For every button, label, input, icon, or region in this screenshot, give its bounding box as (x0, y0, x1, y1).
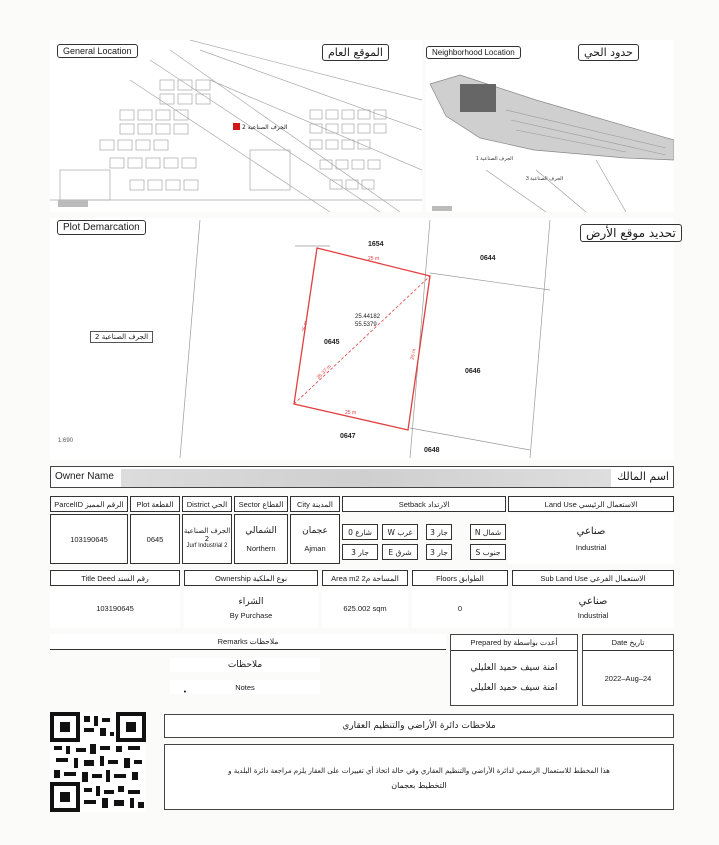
value-sub-land-use (512, 588, 674, 628)
district-en: Jurf Industrial 2 (186, 543, 228, 550)
dim-right: 25 m (409, 348, 418, 361)
prepared-section (450, 634, 578, 706)
header-sub-land-use: Sub Land Use الاستعمال الفرعي (512, 570, 674, 586)
plot-demarcation-label-ar: تحديد موقع الأرض (580, 224, 682, 242)
remarks-value-en: Notes (170, 680, 320, 694)
remarks-section (50, 634, 446, 706)
general-location-map (50, 40, 422, 212)
header-land-use: Land Use الاستعمال الرئيسي (508, 496, 674, 512)
header-plot: Plot القطعة (130, 496, 180, 512)
owner-row (50, 466, 674, 488)
location-marker (233, 123, 240, 130)
setback-south-value: جار 3 (426, 544, 452, 560)
plot-outline (294, 248, 430, 430)
qr-code (50, 712, 146, 812)
plot-demarcation-label: Plot Demarcation (57, 220, 146, 235)
sub-land-use-ar: صناعي (578, 596, 608, 607)
neighbor-north-label: 1654 (368, 241, 384, 248)
ownership-ar: الشراء (238, 596, 264, 607)
neighbor-east-label: 0646 (465, 368, 481, 375)
dim-diagonal: 35.37 m (315, 363, 333, 381)
neighborhood-map-drawing (426, 40, 674, 212)
plot-area-label: الجرف الصناعية 2 (90, 331, 153, 343)
value-area: 625.002 sqm (322, 588, 408, 628)
remarks-value-ar: ملاحظات (170, 658, 320, 672)
header-ownership: Ownership نوع الملكية (184, 570, 318, 586)
value-sector (234, 514, 288, 564)
owner-label: Owner Name (55, 471, 114, 482)
department-title-box (164, 714, 674, 738)
neighborhood-location-label-ar: حدود الحي (578, 44, 639, 61)
svg-text:الجرف الصناعية 3: الجرف الصناعية 3 (526, 176, 564, 182)
neighborhood-location-map (426, 40, 674, 212)
date-value: 2022–Aug–24 (583, 671, 673, 685)
date-header: Date تاريخ (583, 635, 673, 651)
setback-east-label: شرق E (382, 544, 418, 560)
sector-ar: الشمالي (245, 525, 277, 536)
remarks-bullet: • (183, 686, 187, 696)
setback-south-label: جنوب S (470, 544, 506, 560)
value-plot: 0645 (130, 514, 180, 564)
header-title-deed: Title Deed رقم السند (50, 570, 180, 586)
general-area-label: الجرف الصناعية 2 (242, 124, 288, 131)
general-location-map-drawing (50, 40, 422, 212)
plot-table (50, 496, 674, 566)
department-notice-line-1: هذا المخطط للاستعمال الرسمي لدائرة الأراضي والتنظيم العقاري وفي حالة اتخاذ أي تغييرات على العقار يلزم مراجعة دائرة البلدية و (228, 767, 610, 775)
value-ownership (184, 588, 318, 628)
land-use-en: Industrial (575, 543, 607, 552)
prepared-name-2: امنة سيف حميد العليلي (451, 681, 577, 695)
value-floors: 0 (412, 588, 508, 628)
setback-west-value: شارع 0 (342, 524, 378, 540)
department-notice-line-2: التخطيط بعجمان (391, 781, 447, 790)
header-sector: Sector القطاع (234, 496, 288, 512)
header-area: Area m2 المساحة م2 (322, 570, 408, 586)
value-title-deed: 103190645 (50, 588, 180, 628)
setback-north-label: شمال N (470, 524, 506, 540)
setback-north-value: جار 3 (426, 524, 452, 540)
general-location-label-ar: الموقع العام (322, 44, 389, 61)
department-notice-box (164, 744, 674, 810)
setback-east-value: جار 3 (342, 544, 378, 560)
city-ar: عجمان (302, 525, 328, 536)
value-district (182, 514, 232, 564)
svg-text:الجرف الصناعية 1: الجرف الصناعية 1 (476, 156, 514, 162)
date-section (582, 634, 674, 706)
owner-label-ar: اسم المالك (617, 470, 669, 483)
neighbor-south-east-label: 0648 (424, 447, 440, 454)
land-use-ar: صناعي (576, 526, 606, 537)
header-parcel-id: ParcelID الرقم المميز (50, 496, 128, 512)
sector-en: Northern (246, 543, 276, 553)
prepared-header: Prepared by أعدت بواسطة (451, 635, 577, 651)
dim-bottom: 25 m (345, 410, 357, 416)
setback-west-label: غرب W (382, 524, 418, 540)
coord-lon-label: 55.5379 (355, 322, 377, 328)
owner-name-redacted (121, 469, 611, 487)
coord-lat-label: 25.44182 (355, 314, 381, 320)
qr-code-image (50, 712, 146, 812)
neighborhood-location-label: Neighborhood Location (426, 46, 521, 59)
plot-diagonal (294, 276, 430, 404)
value-land-use (508, 514, 674, 564)
plot-number-label: 0645 (324, 339, 340, 346)
deed-table (50, 570, 674, 630)
header-district: District الحي (182, 496, 232, 512)
sub-land-use-en: Industrial (577, 611, 609, 620)
header-setback: Setback الارتداد (342, 496, 506, 512)
value-parcel-id: 103190645 (50, 514, 128, 564)
dim-top: 25 m (368, 256, 380, 262)
city-en: Ajman (304, 543, 326, 553)
general-location-label: General Location (57, 44, 138, 58)
dim-left: 25 m (301, 320, 310, 333)
neighbor-east-top-label: 0644 (480, 255, 496, 262)
value-city (290, 514, 340, 564)
plot-demarcation-map (50, 218, 674, 460)
remarks-header: Remarks ملاحظات (50, 634, 446, 650)
district-ar: الجرف الصناعية 2 (183, 527, 231, 543)
header-floors: Floors الطوابق (412, 570, 508, 586)
header-city: City المدينة (290, 496, 340, 512)
prepared-name-1: امنة سيف حميد العليلي (451, 661, 577, 675)
ownership-en: By Purchase (229, 610, 273, 620)
scale-label: 1:690 (58, 438, 74, 444)
department-title: ملاحظات دائرة الأراضي والتنظيم العقاري (342, 721, 496, 731)
neighbor-south-label: 0647 (340, 433, 356, 440)
